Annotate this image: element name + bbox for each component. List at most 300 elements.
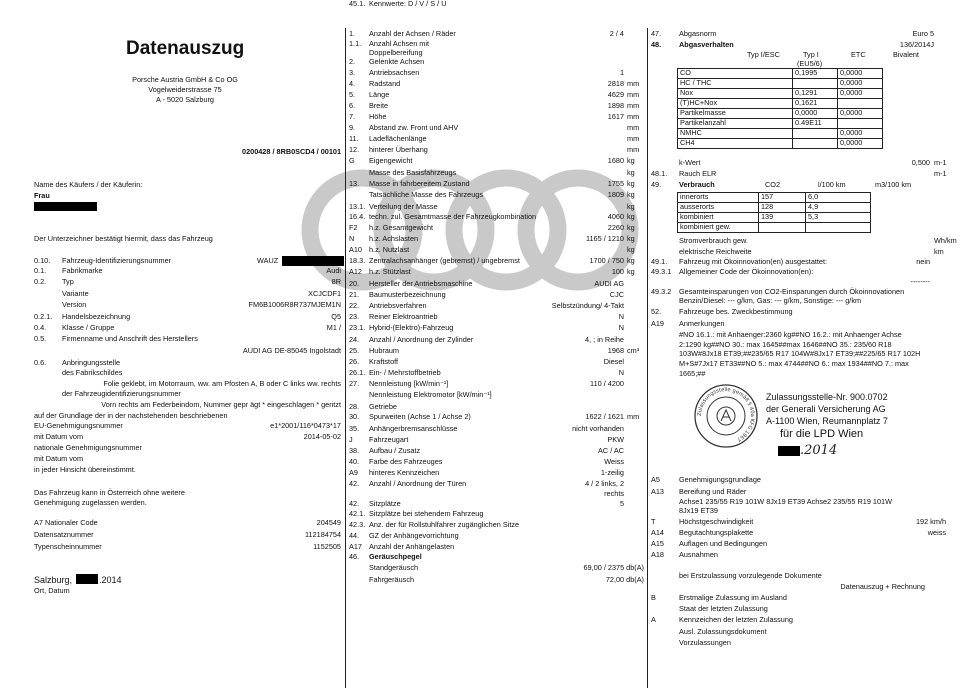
issuer-street: Vogelweiderstrasse 75 <box>148 85 222 94</box>
required-documents-value: Datenauszug + Rechnung <box>840 582 925 591</box>
row-label: Tatsächliche Masse des Fahrzeugs <box>369 190 483 199</box>
row-number: 22. <box>349 301 360 310</box>
row-label: Klasse / Gruppe <box>62 323 115 332</box>
row-label: Antriebsachsen <box>369 68 420 77</box>
eu-approval-number: e1*2001/116*0473*17 <box>270 421 341 430</box>
row-number: 11. <box>349 134 359 143</box>
smoke-label: Rauch ELR <box>679 169 717 178</box>
row-label: Firmenname und Anschrift des Herstellers <box>62 334 198 343</box>
approval-date-label: mit Datum vom <box>34 432 84 441</box>
row-number: 1.1. <box>349 39 362 48</box>
row-label: Auflagen und Bedingungen <box>679 539 768 548</box>
svg-text:Zulassungsstelle gemäß § 40a K <box>697 387 755 442</box>
eco-innovation-label: Fahrzeug mit Ökoinnovation(en) ausgestattet: <box>679 257 828 266</box>
row-number: G <box>349 156 355 165</box>
row-number: 13.1. <box>349 202 366 211</box>
row-label: Hubraum <box>369 346 400 355</box>
issuer-name: Porsche Austria GmbH & Co OG <box>132 75 238 84</box>
row-label: Bereifung und Räder <box>679 487 747 496</box>
row-value: 1 <box>619 68 624 77</box>
row-number: 40. <box>349 457 360 466</box>
row-number: A12 <box>349 267 362 276</box>
row-number: 28. <box>349 402 360 411</box>
emission-typ1: 0.49E11 <box>793 119 838 129</box>
row-number: A15 <box>651 539 664 548</box>
row-value: 2818 <box>607 79 624 88</box>
stamp-handwritten-date: .2014 <box>800 443 838 458</box>
row-unit: mm <box>627 134 640 143</box>
table-row <box>678 119 883 129</box>
manufacturer-address: AUDI AG DE-85045 Ingolstadt <box>242 346 341 355</box>
emission-typ1: 0,1291 <box>793 89 838 99</box>
column-divider-left <box>345 28 346 688</box>
row-number: A17 <box>349 542 362 551</box>
special-purpose-label: Fahrzeuge bes. Zweckbestimmung <box>679 307 793 316</box>
row-number: 27. <box>349 379 360 388</box>
row-label: hinteres Kennzeichen <box>369 468 440 477</box>
national-approval-label: nationale Genehmigungsnummer <box>34 443 142 452</box>
row-number: J <box>349 435 353 444</box>
row-label: h.z. Stützlast <box>369 267 411 276</box>
table-row <box>678 203 871 213</box>
consumption-l100: 5,3 <box>806 213 871 223</box>
buyer-name: Frau <box>34 191 50 200</box>
row-number: 49. <box>651 180 662 189</box>
emission-name: Partikelmasse <box>678 109 793 119</box>
row-value: Diesel <box>603 357 624 366</box>
emission-behaviour-value: 136/2014J <box>899 40 934 49</box>
redaction-bar <box>76 574 98 584</box>
electric-range-label: elektrische Reichweite <box>679 247 752 256</box>
row-unit: kg <box>627 202 635 211</box>
row-value: AUDI AG <box>594 279 624 288</box>
type-certificate-label: Typenscheinnummer <box>34 542 102 551</box>
table-row <box>678 213 871 223</box>
emission-col-header: Bivalent <box>893 50 919 59</box>
row-label: Nennleistung [kW/min⁻¹] <box>369 379 449 388</box>
row-value: rechts <box>604 489 624 498</box>
stamp-office-company: der Generali Versicherung AG <box>766 404 886 414</box>
row-number: 18.3. <box>349 256 366 265</box>
emission-etc: 0,0000 <box>838 109 883 119</box>
plate-location-label: Anbringungsstelle <box>62 358 121 367</box>
row-label: Länge <box>369 90 390 99</box>
row-label: techn. zul. Gesamtmasse der Fahrzeugkombination <box>369 212 537 221</box>
consumption-col-header: l/100 km <box>818 180 846 189</box>
row-unit: kg <box>627 245 635 254</box>
row-number: A10 <box>349 245 362 254</box>
row-value: Audi <box>326 266 341 275</box>
row-label: Achse1 235/55 R19 101W 8Jx19 ET39 Achse2 235/55 R19 101W <box>679 497 892 506</box>
consumption-type: kombiniert gew. <box>678 223 759 233</box>
consumption-l100: 6,0 <box>806 193 871 203</box>
row-label: Anzahl der Achsen / Räder <box>369 29 456 38</box>
row-value: 1809 <box>607 190 624 199</box>
row-number: 5. <box>349 90 356 99</box>
emission-typ1: 0,1621 <box>793 99 838 109</box>
row-number: A19 <box>651 319 664 328</box>
row-number: 6. <box>349 101 356 110</box>
row-label: hinterer Überhang <box>369 145 428 154</box>
row-number: 23.1. <box>349 323 366 332</box>
emission-col-header: ETC <box>851 50 866 59</box>
row-value: FM6B1006R8R737MJEM1N <box>248 300 341 309</box>
row-unit: mm <box>627 79 640 88</box>
row-unit: kg <box>627 190 635 199</box>
emission-etc <box>838 119 883 129</box>
remarks-line: 103W#8Jx18 ET39;##235/65 R17 104W#8Jx17 ET39;##225/65 R17 102H <box>679 349 921 358</box>
row-unit: kg <box>627 212 635 221</box>
consumption-l100: 4,9 <box>806 203 871 213</box>
power-consumption-label: Stromverbrauch gew. <box>679 236 748 245</box>
row-value: Selbstzündung/ 4-Takt <box>551 301 624 310</box>
row-number: 0.4. <box>34 323 47 332</box>
row-value: AC / AC <box>598 446 624 455</box>
row-label: Reiner Elektroantrieb <box>369 312 438 321</box>
row-label: Fabrikmarke <box>62 266 103 275</box>
row-unit: mm <box>627 90 640 99</box>
confirmation-text: Der Unterzeichner bestätigt hiermit, dass das Fahrzeug <box>34 234 213 243</box>
plate-location-label: des Fabrikschildes <box>62 368 123 377</box>
row-label: h.z. Nutzlast <box>369 245 410 254</box>
row-label: Zentralachsanhänger (gebremst) / ungebremst <box>369 256 520 265</box>
emission-etc: 0,0000 <box>838 69 883 79</box>
eu-approval-label: EU-Genehmigungsnummer <box>34 421 123 430</box>
row-number: 16.4. <box>349 212 366 221</box>
row-number: 26.1. <box>349 368 366 377</box>
driving-noise-value: 72,00 db(A) <box>605 575 644 584</box>
record-number-label: Datensatznummer <box>34 530 94 539</box>
reference-number: 0200428 / 8RB0SCD4 / 00101 <box>242 147 341 156</box>
row-number: T <box>651 517 656 526</box>
emission-behaviour-label: Abgasverhalten <box>679 40 734 49</box>
emission-etc <box>838 99 883 109</box>
emission-typ1: 0,0000 <box>793 109 838 119</box>
remarks-line: 2:1290 kg##NO 30.: max 1645##max 1646##NO 35.: 235/60 R18 <box>679 340 892 349</box>
row-label: Abstand zw. Front und AHV <box>369 123 459 132</box>
remarks-line: 1665;## <box>679 369 706 378</box>
row-unit: mm <box>627 145 640 154</box>
row-label: Ausnahmen <box>679 550 718 559</box>
required-documents-label: bei Erstzulassung vorzulegende Dokumente <box>679 571 822 580</box>
consumption-heading: Verbrauch <box>679 180 715 189</box>
row-value: 4060 <box>607 212 624 221</box>
smoke-unit: m-1 <box>934 169 947 178</box>
row-value: 1968 <box>607 346 624 355</box>
table-row <box>678 69 883 79</box>
row-value: N <box>618 323 624 332</box>
row-number: 42. <box>349 479 360 488</box>
row-value: 4, ; in Reihe <box>585 335 624 344</box>
row-label: Ein- / Mehrstoffbetrieb <box>369 368 441 377</box>
emission-typ1 <box>793 139 838 149</box>
row-value: 1617 <box>607 112 624 121</box>
row-number: 21. <box>349 290 360 299</box>
row-label: GZ der Anhängevorrichtung <box>369 531 459 540</box>
conformity-text: in jeder Hinsicht übereinstimmt. <box>34 465 136 474</box>
emission-col-header: Typ I <box>803 50 819 59</box>
row-value: XCJCDF1 <box>308 289 341 298</box>
row-unit: kg <box>627 267 635 276</box>
row-label: Farbe des Fahrzeuges <box>369 457 443 466</box>
k-value: 0,500 <box>911 158 930 167</box>
place-city: Salzburg, <box>34 575 73 585</box>
row-label: Erstmalige Zulassung im Ausland <box>679 593 787 602</box>
remarks-line: #NO 16.1.: mit Anhaenger:2360 kg##NO 16.2.: mit Anhaenger Achse <box>679 330 902 339</box>
row-label: Fahrzeugart <box>369 435 409 444</box>
consumption-co2: 157 <box>759 193 806 203</box>
row-label: Typ <box>62 277 74 286</box>
emission-typ1 <box>793 79 838 89</box>
emission-etc: 0,0000 <box>838 139 883 149</box>
row-value: 5 <box>619 499 624 508</box>
row-number: N <box>349 234 355 243</box>
power-consumption-unit: Wh/km <box>934 236 957 245</box>
row-number: 0.10. <box>34 256 51 265</box>
consumption-type: innerorts <box>678 193 759 203</box>
emission-typ1: 0,1995 <box>793 69 838 79</box>
row-number: 0.6. <box>34 358 47 367</box>
national-code-value: 204549 <box>316 518 341 527</box>
table-row <box>678 129 883 139</box>
row-label: Masse in fahrbereitem Zustand <box>369 179 470 188</box>
remarks-line: M+S#7Jx17 ET33##NO 5.: max 4744##NO 6.: max 1934##NO 7.: max <box>679 359 909 368</box>
emission-etc: 0,0000 <box>838 89 883 99</box>
row-label: Sitzplätze bei stehendem Fahrzeug <box>369 509 484 518</box>
emission-col-subheader: (EU5/6) <box>797 59 823 68</box>
row-number: 42.1. <box>349 509 366 518</box>
row-number: 0.2. <box>34 277 47 286</box>
row-label: Kennzeichen der letzten Zulassung <box>679 615 793 624</box>
row-label: Spurweiten (Achse 1 / Achse 2) <box>369 412 471 421</box>
row-number: 26. <box>349 357 360 366</box>
row-unit: mm <box>627 123 640 132</box>
k-value-unit: m-1 <box>934 158 947 167</box>
k-value-label: k-Wert <box>679 158 701 167</box>
stamp-office-number: Zulassungsstelle-Nr. 900.0702 <box>766 392 888 402</box>
row-number: A5 <box>651 475 660 484</box>
row-label: Aufbau / Zusatz <box>369 446 421 455</box>
row-number: 7. <box>349 112 356 121</box>
row-label: Gelenkte Achsen <box>369 57 425 66</box>
row-number: 30. <box>349 412 360 421</box>
row-label: Anzahl / Anordnung der Zylinder <box>369 335 474 344</box>
emission-name: (T)HC+Nox <box>678 99 793 109</box>
row-number: A9 <box>349 468 358 477</box>
row-unit: mm <box>627 412 640 421</box>
row-number: 48.1. <box>651 169 668 178</box>
row-number: 9. <box>349 123 356 132</box>
row-value: weiss <box>927 528 946 537</box>
emission-col-header: Typ I/ESC <box>747 50 780 59</box>
row-label: Nennleistung Elektromotor [kW/min⁻¹] <box>369 390 492 399</box>
row-label: Breite <box>369 101 389 110</box>
row-number: 13. <box>349 179 360 188</box>
row-value: 2260 <box>607 223 624 232</box>
row-label: Höchstgeschwindigkeit <box>679 517 754 526</box>
row-unit: kg <box>627 234 635 243</box>
buyer-label: Name des Käufers / der Käuferin: <box>34 180 143 189</box>
consumption-l100 <box>806 223 871 233</box>
row-value: CJC <box>609 290 624 299</box>
row-number: A <box>651 615 656 624</box>
row-unit: cm³ <box>627 346 640 355</box>
eco-innovation-code-label: Allgemeiner Code der Ökoinnovation(en): <box>679 267 814 276</box>
issuer-city: A - 5020 Salzburg <box>155 95 214 104</box>
consumption-col-header: CO2 <box>765 180 781 189</box>
row-number: 45.1. <box>349 0 366 8</box>
plate-location-desc: Folie geklebt, im Motorraum, ww. am Pfosten A, B oder C links ww. rechts <box>103 379 341 388</box>
row-label: Ladeflächenlänge <box>369 134 427 143</box>
row-value: nicht vorhanden <box>572 424 624 433</box>
table-row <box>678 109 883 119</box>
row-label: Radstand <box>369 79 401 88</box>
approval-date: 2014-05-02 <box>303 432 341 441</box>
row-number: 20. <box>349 279 360 288</box>
row-label: Kraftstoff <box>369 357 399 366</box>
table-row <box>678 89 883 99</box>
row-number: A14 <box>651 528 664 537</box>
row-label: Staat der letzten Zulassung <box>679 604 768 613</box>
eco-innovation-code-dashes: -------- <box>910 277 930 286</box>
consumption-co2 <box>759 223 806 233</box>
row-label: Sitzplätze <box>369 499 401 508</box>
consumption-co2: 139 <box>759 213 806 223</box>
electric-range-unit: km <box>934 247 944 256</box>
row-unit: kg <box>627 179 635 188</box>
consumption-table <box>677 192 871 233</box>
emission-name: CO <box>678 69 793 79</box>
row-unit: kg <box>627 168 635 177</box>
row-label: Eigengewicht <box>369 156 413 165</box>
row-unit: mm <box>627 112 640 121</box>
row-label: Verteilung der Masse <box>369 202 438 211</box>
row-value: 2 / 4 <box>609 29 624 38</box>
type-certificate-value: 1152505 <box>313 542 341 551</box>
row-label: Handelsbezeichnung <box>62 312 131 321</box>
table-row <box>678 223 871 233</box>
emission-standard-value: Euro 5 <box>912 29 934 38</box>
row-number: 0.1. <box>34 266 47 275</box>
table-row <box>678 99 883 109</box>
national-date-label: mit Datum vom <box>34 454 84 463</box>
row-value: 1755 <box>607 179 624 188</box>
row-number: A13 <box>651 487 664 496</box>
row-number: 25. <box>349 346 360 355</box>
row-label: Anzahl der Anhängelasten <box>369 542 455 551</box>
row-number: 49.3.2 <box>651 287 672 296</box>
row-unit: kg <box>627 223 635 232</box>
row-number: 38. <box>349 446 360 455</box>
row-label: Baumusterbezeichnung <box>369 290 446 299</box>
row-value: 1622 / 1621 <box>585 412 624 421</box>
row-value: 1680 <box>607 156 624 165</box>
stamp-ring-text: Zulassungsstelle gemäß § 40a KFG 1967 <box>696 386 756 443</box>
row-number: 1. <box>349 29 356 38</box>
row-label: Anz. der für Rollstuhlfahrer zugänglichen Sitze <box>369 520 520 529</box>
page-title: Datenauszug <box>126 38 245 59</box>
approval-basis-text: auf der Grundlage der in der nachstehenden beschriebenen <box>34 411 228 420</box>
consumption-co2: 128 <box>759 203 806 213</box>
row-label: Fahrzeug-Identifizierungsnummer <box>62 256 172 265</box>
co2-savings-values: Benzin/Diesel: --- g/km, Gas: --- g/km, Sonstige: --- g/km <box>679 296 862 305</box>
row-label: Variante <box>62 289 89 298</box>
plate-location-desc: der Fahrzeugidentifizierungsnummer <box>62 389 181 398</box>
stamp-office-authority: für die LPD Wien <box>780 428 864 440</box>
row-value: N <box>618 368 624 377</box>
row-number: 0.5. <box>34 334 47 343</box>
registration-office-stamp-seal <box>693 383 759 449</box>
row-label: Doppelbereifung <box>369 48 423 57</box>
row-label: h.z. Achslasten <box>369 234 419 243</box>
row-label: Höhe <box>369 112 387 121</box>
consumption-col-header: m3/100 km <box>875 180 912 189</box>
row-value: 100 <box>611 267 624 276</box>
row-number: 49.1. <box>651 257 668 266</box>
emission-name: CH4 <box>678 139 793 149</box>
row-label: Anzahl / Anordnung der Türen <box>369 479 467 488</box>
row-label: 8Jx19 ET39 <box>679 506 718 515</box>
driving-noise-label: Fahrgeräusch <box>369 575 415 584</box>
vin-value: WAUZ <box>257 256 279 265</box>
remarks-label: Anmerkungen <box>679 319 725 328</box>
row-label: Anhängerbremsanschlüsse <box>369 424 458 433</box>
row-label: Version <box>62 300 87 309</box>
row-value: 1-zeilig <box>600 468 624 477</box>
redaction-bar <box>34 202 97 211</box>
row-value: Q5 <box>331 312 341 321</box>
emission-name: HC / THC <box>678 79 793 89</box>
row-label: Vorzulassungen <box>679 638 731 647</box>
place-date-label: Ort, Datum <box>34 586 70 595</box>
row-value: 1700 / 750 <box>589 256 624 265</box>
row-label: h.z. Gesamtgewicht <box>369 223 434 232</box>
co2-savings-label: Gesamteinsparungen von CO2-Einsparungen durch Ökoinnovationen <box>679 287 905 296</box>
row-number: 42. <box>349 499 360 508</box>
emission-name: Nox <box>678 89 793 99</box>
row-value: M1 / <box>326 323 341 332</box>
row-label: Genehmigungsgrundlage <box>679 475 761 484</box>
row-number: 12. <box>349 145 360 154</box>
standing-noise-value: 69,00 / 2375 db(A) <box>583 563 644 572</box>
row-label: Ausl. Zulassungsdokument <box>679 627 767 636</box>
row-number: 47. <box>651 29 662 38</box>
row-label: Kennwerte: D / V / S / U <box>369 0 447 8</box>
row-number: 23. <box>349 312 360 321</box>
national-code-label: A7 Nationaler Code <box>34 518 98 527</box>
emission-name: NMHC <box>678 129 793 139</box>
row-number: A18 <box>651 550 664 559</box>
row-number: 0.2.1. <box>34 312 53 321</box>
row-unit: mm <box>627 101 640 110</box>
consumption-type: ausserorts <box>678 203 759 213</box>
place-year: .2014 <box>99 575 122 585</box>
row-number: 49.3.1 <box>651 267 672 276</box>
emission-etc: 0,0000 <box>838 79 883 89</box>
table-row <box>678 139 883 149</box>
consumption-type: kombiniert <box>678 213 759 223</box>
stamp-office-address: A-1100 Wien, Reumannplatz 7 <box>766 416 888 426</box>
row-number: 2. <box>349 57 356 66</box>
row-value: N <box>618 312 624 321</box>
row-value: 1898 <box>607 101 624 110</box>
row-value: Weiss <box>604 457 624 466</box>
table-row <box>678 79 883 89</box>
row-number: 35. <box>349 424 360 433</box>
plate-location-desc: Vorn rechts am Federbeindom, Nummer gepr ägt * eingeschlagen * geritzt <box>101 400 341 409</box>
row-number: 42.3. <box>349 520 366 529</box>
row-value: PKW <box>607 435 624 444</box>
